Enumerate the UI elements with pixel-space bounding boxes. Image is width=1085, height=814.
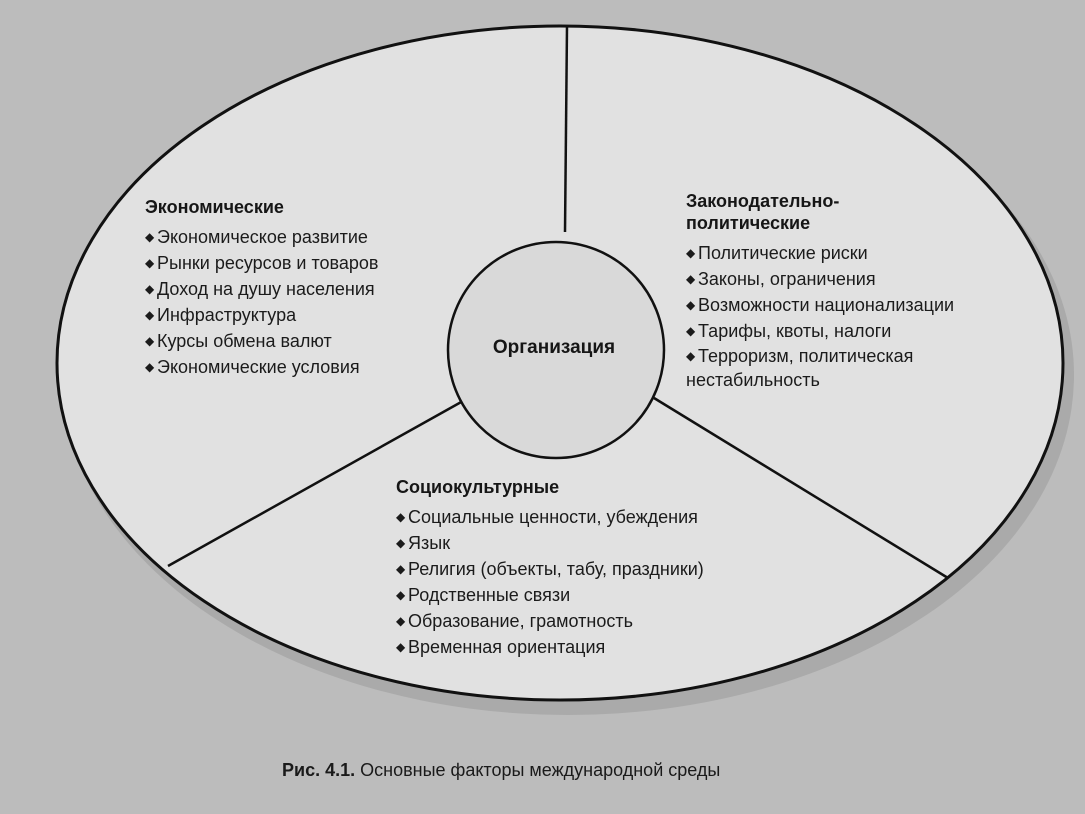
segment-legal-political-title: Законодательно- политические [686, 191, 840, 233]
diamond-bullet-icon: ◆ [686, 324, 696, 338]
diamond-bullet-icon: ◆ [145, 282, 155, 296]
list-item: ◆ Экономические условия [145, 354, 378, 380]
diamond-bullet-icon: ◆ [145, 256, 155, 270]
list-item: ◆ Инфраструктура [145, 302, 378, 328]
diamond-bullet-icon: ◆ [396, 562, 406, 576]
list-item: ◆ Экономическое развитие [145, 224, 378, 250]
segment-sociocultural [396, 476, 704, 660]
segment-legal-political [686, 190, 976, 392]
diamond-bullet-icon: ◆ [145, 230, 155, 244]
segment-sociocultural-title: Социокультурные [396, 477, 560, 497]
list-item: ◆ Возможности национализации [686, 292, 976, 318]
segment-legal-political-list [686, 240, 976, 392]
figure-caption-label: Рис. 4.1. [282, 760, 356, 780]
list-item: ◆ Законы, ограничения [686, 266, 976, 292]
diamond-bullet-icon: ◆ [145, 360, 155, 374]
segment-economic [145, 196, 378, 380]
segment-sociocultural-list [396, 504, 704, 660]
diamond-bullet-icon: ◆ [145, 334, 155, 348]
diamond-bullet-icon: ◆ [396, 640, 406, 654]
list-item: ◆ Социальные ценности, убеждения [396, 504, 704, 530]
diamond-bullet-icon: ◆ [396, 614, 406, 628]
list-item: ◆ Тарифы, квоты, налоги [686, 318, 976, 344]
list-item: ◆ Курсы обмена валют [145, 328, 378, 354]
list-item: ◆ Религия (объекты, табу, праздники) [396, 556, 704, 582]
diamond-bullet-icon: ◆ [686, 349, 696, 363]
figure-caption-text: Основные факторы международной среды [360, 760, 721, 780]
list-item: ◆ Терроризм, политическая нестабильность [686, 346, 914, 390]
diamond-bullet-icon: ◆ [686, 246, 696, 260]
diamond-bullet-icon: ◆ [686, 298, 696, 312]
diamond-bullet-icon: ◆ [396, 536, 406, 550]
list-item: ◆ Рынки ресурсов и товаров [145, 250, 378, 276]
segment-economic-list [145, 224, 378, 380]
figure-caption [282, 760, 720, 781]
center-label-organization: Организация [492, 337, 616, 358]
list-item: ◆ Доход на душу населения [145, 276, 378, 302]
list-item: ◆ Временная ориентация [396, 634, 704, 660]
list-item: ◆ Язык [396, 530, 704, 556]
diamond-bullet-icon: ◆ [396, 510, 406, 524]
segment-economic-title: Экономические [145, 197, 284, 217]
list-item: ◆ Образование, грамотность [396, 608, 704, 634]
diamond-bullet-icon: ◆ [686, 272, 696, 286]
list-item: ◆ Политические риски [686, 240, 976, 266]
list-item: ◆ Родственные связи [396, 582, 704, 608]
diamond-bullet-icon: ◆ [396, 588, 406, 602]
diamond-bullet-icon: ◆ [145, 308, 155, 322]
